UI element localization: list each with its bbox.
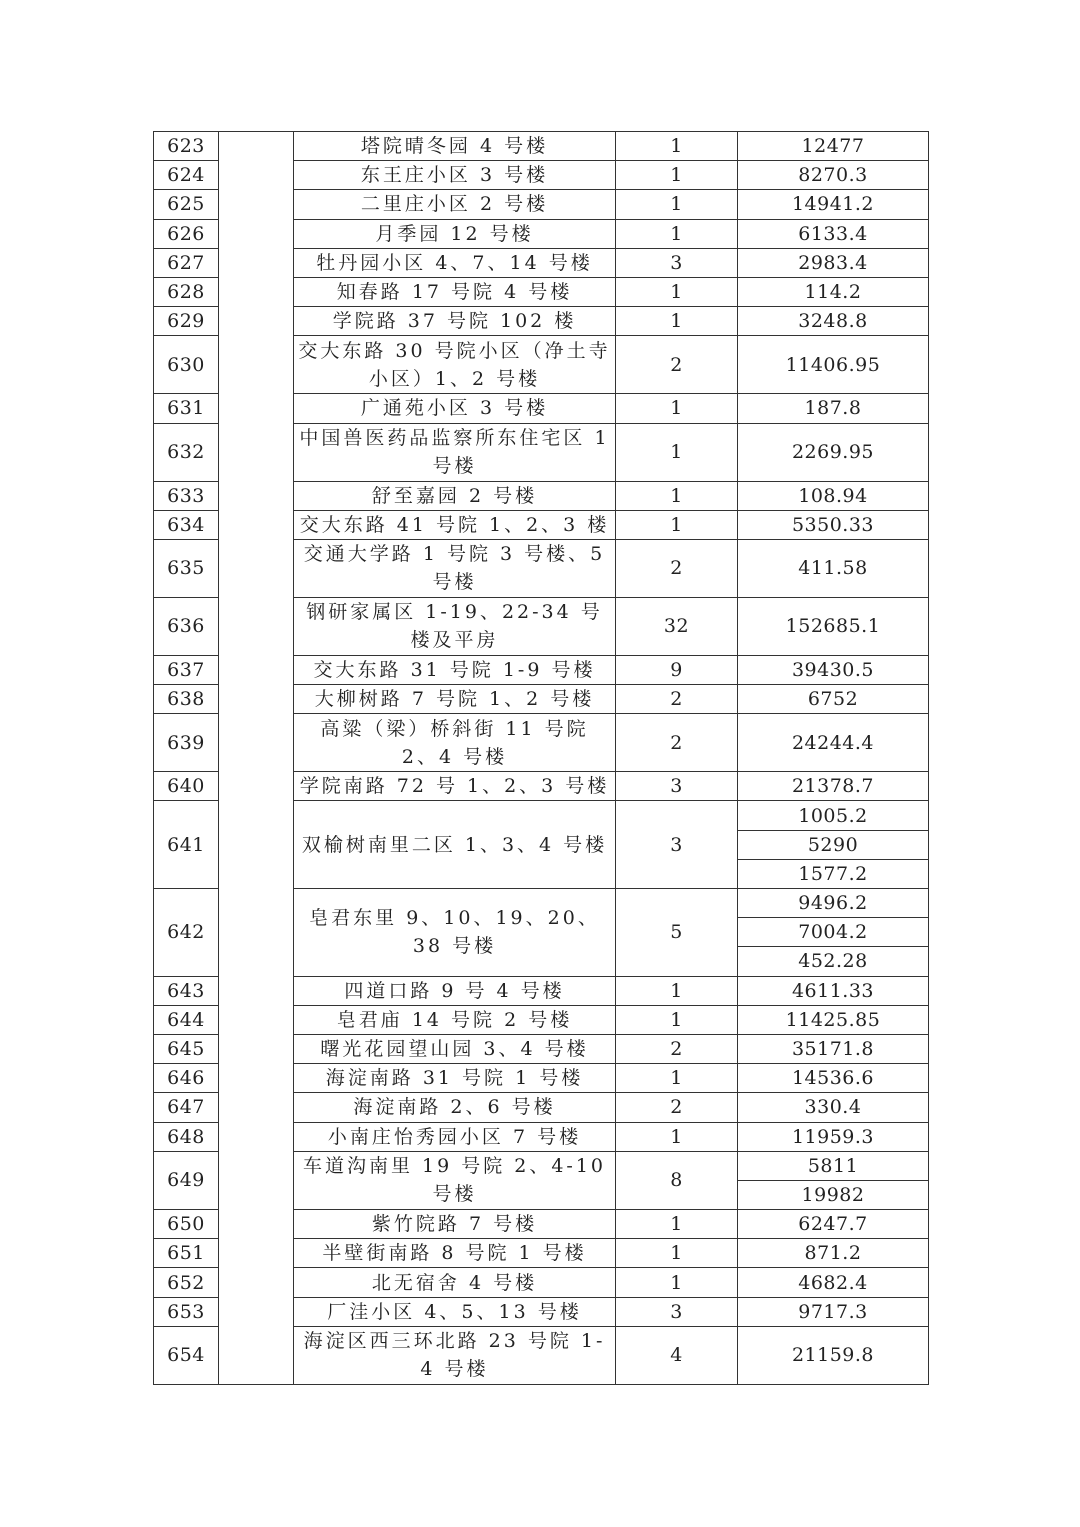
building-count: 2 [616,539,738,597]
building-name: 紫竹院路 7 号楼 [294,1210,616,1239]
area-value: 6752 [738,685,929,714]
building-name: 交大东路 30 号院小区（净土寺小区）1、2 号楼 [294,336,616,394]
area-value: 4611.33 [738,976,929,1005]
area-value: 9717.3 [738,1297,929,1326]
area-value: 24244.4 [738,714,929,772]
building-name: 交通大学路 1 号院 3 号楼、5 号楼 [294,539,616,597]
area-value: 2269.95 [738,423,929,481]
area-value: 11959.3 [738,1122,929,1151]
district-cell [219,132,294,1385]
row-number: 646 [154,1064,219,1093]
row-number: 642 [154,889,219,977]
building-count: 2 [616,336,738,394]
building-count: 3 [616,801,738,889]
building-count: 1 [616,1122,738,1151]
building-count: 1 [616,161,738,190]
building-count: 5 [616,889,738,977]
building-name: 小南庄怡秀园小区 7 号楼 [294,1122,616,1151]
building-count: 1 [616,510,738,539]
area-value: 5811 [738,1151,929,1180]
area-value: 19982 [738,1180,929,1209]
area-value: 11425.85 [738,1005,929,1034]
building-name: 大柳树路 7 号院 1、2 号楼 [294,685,616,714]
building-name: 海淀南路 2、6 号楼 [294,1093,616,1122]
building-name: 北无宿舍 4 号楼 [294,1268,616,1297]
row-number: 634 [154,510,219,539]
area-value: 7004.2 [738,918,929,947]
building-name: 海淀区西三环北路 23 号院 1-4 号楼 [294,1326,616,1384]
area-value: 187.8 [738,394,929,423]
building-name: 舒至嘉园 2 号楼 [294,481,616,510]
area-value: 21378.7 [738,772,929,801]
building-name: 学院路 37 号院 102 楼 [294,307,616,336]
row-number: 626 [154,219,219,248]
building-name: 知春路 17 号院 4 号楼 [294,277,616,306]
building-count: 2 [616,1093,738,1122]
building-name: 海淀南路 31 号院 1 号楼 [294,1064,616,1093]
building-name: 中国兽医药品监察所东住宅区 1 号楼 [294,423,616,481]
area-value: 14536.6 [738,1064,929,1093]
building-name: 钢研家属区 1-19、22-34 号楼及平房 [294,597,616,655]
building-name: 交大东路 31 号院 1-9 号楼 [294,655,616,684]
area-value: 1577.2 [738,859,929,888]
row-number: 639 [154,714,219,772]
building-count: 3 [616,248,738,277]
row-number: 640 [154,772,219,801]
building-name: 牡丹园小区 4、7、14 号楼 [294,248,616,277]
row-number: 638 [154,685,219,714]
building-name: 四道口路 9 号 4 号楼 [294,976,616,1005]
building-name: 皂君庙 14 号院 2 号楼 [294,1005,616,1034]
row-number: 654 [154,1326,219,1384]
building-count: 1 [616,190,738,219]
building-count: 1 [616,481,738,510]
building-name: 交大东路 41 号院 1、2、3 楼 [294,510,616,539]
area-value: 452.28 [738,947,929,976]
row-number: 625 [154,190,219,219]
area-value: 12477 [738,132,929,161]
building-count: 4 [616,1326,738,1384]
row-number: 623 [154,132,219,161]
building-count: 1 [616,219,738,248]
building-count: 1 [616,1268,738,1297]
row-number: 630 [154,336,219,394]
table-body [154,132,929,1385]
row-number: 624 [154,161,219,190]
table-row [154,132,929,161]
area-value: 5350.33 [738,510,929,539]
area-value: 6133.4 [738,219,929,248]
area-value: 35171.8 [738,1034,929,1063]
row-number: 651 [154,1239,219,1268]
area-value: 152685.1 [738,597,929,655]
row-number: 644 [154,1005,219,1034]
area-value: 8270.3 [738,161,929,190]
building-count: 1 [616,1239,738,1268]
building-name: 塔院晴冬园 4 号楼 [294,132,616,161]
building-name: 东王庄小区 3 号楼 [294,161,616,190]
area-value: 411.58 [738,539,929,597]
area-value: 114.2 [738,277,929,306]
row-number: 643 [154,976,219,1005]
building-count: 3 [616,1297,738,1326]
area-value: 4682.4 [738,1268,929,1297]
building-count: 3 [616,772,738,801]
row-number: 633 [154,481,219,510]
row-number: 632 [154,423,219,481]
area-value: 871.2 [738,1239,929,1268]
row-number: 628 [154,277,219,306]
building-count: 1 [616,277,738,306]
building-name: 厂洼小区 4、5、13 号楼 [294,1297,616,1326]
building-name: 双榆树南里二区 1、3、4 号楼 [294,801,616,889]
building-name: 曙光花园望山园 3、4 号楼 [294,1034,616,1063]
area-value: 5290 [738,830,929,859]
building-count: 1 [616,394,738,423]
row-number: 636 [154,597,219,655]
building-name: 高粱（梁）桥斜街 11 号院 2、4 号楼 [294,714,616,772]
row-number: 647 [154,1093,219,1122]
area-value: 330.4 [738,1093,929,1122]
building-count: 1 [616,1005,738,1034]
building-name: 皂君东里 9、10、19、20、38 号楼 [294,889,616,977]
building-count: 1 [616,976,738,1005]
area-value: 1005.2 [738,801,929,830]
area-value: 21159.8 [738,1326,929,1384]
area-value: 2983.4 [738,248,929,277]
building-count: 1 [616,1210,738,1239]
row-number: 641 [154,801,219,889]
row-number: 653 [154,1297,219,1326]
building-name: 广通苑小区 3 号楼 [294,394,616,423]
row-number: 645 [154,1034,219,1063]
row-number: 648 [154,1122,219,1151]
building-count: 1 [616,132,738,161]
building-count: 2 [616,1034,738,1063]
area-value: 39430.5 [738,655,929,684]
row-number: 629 [154,307,219,336]
building-name: 月季园 12 号楼 [294,219,616,248]
area-value: 11406.95 [738,336,929,394]
row-number: 637 [154,655,219,684]
row-number: 627 [154,248,219,277]
area-value: 6247.7 [738,1210,929,1239]
building-name: 半壁街南路 8 号院 1 号楼 [294,1239,616,1268]
area-value: 3248.8 [738,307,929,336]
row-number: 631 [154,394,219,423]
building-name: 二里庄小区 2 号楼 [294,190,616,219]
building-list-table [153,131,929,1385]
row-number: 635 [154,539,219,597]
area-value: 108.94 [738,481,929,510]
building-count: 2 [616,714,738,772]
area-value: 9496.2 [738,889,929,918]
row-number: 652 [154,1268,219,1297]
building-name: 车道沟南里 19 号院 2、4-10 号楼 [294,1151,616,1209]
building-count: 8 [616,1151,738,1209]
building-count: 1 [616,307,738,336]
building-count: 1 [616,1064,738,1093]
building-name: 学院南路 72 号 1、2、3 号楼 [294,772,616,801]
row-number: 650 [154,1210,219,1239]
area-value: 14941.2 [738,190,929,219]
row-number: 649 [154,1151,219,1209]
building-count: 32 [616,597,738,655]
building-count: 9 [616,655,738,684]
building-count: 1 [616,423,738,481]
building-count: 2 [616,685,738,714]
